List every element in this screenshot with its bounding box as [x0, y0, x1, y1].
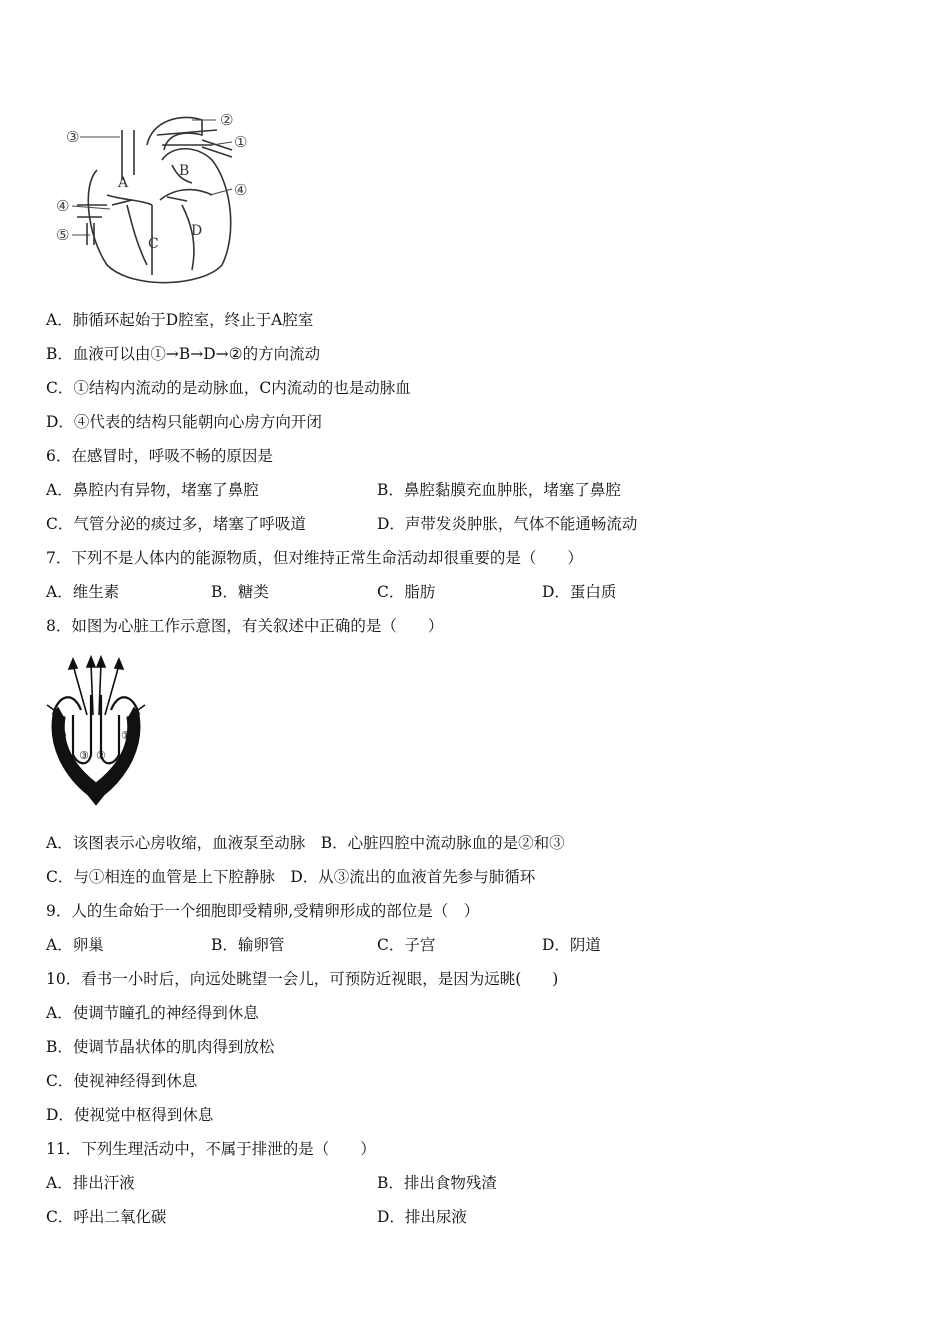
fig2-callout-4: ④	[57, 729, 67, 742]
q11-option-b: B．排出食物残渣	[377, 1174, 497, 1192]
q10-option-c: C．使视神经得到休息	[46, 1072, 198, 1090]
q7-option-a: A．维生素	[46, 583, 120, 601]
callout-2: ②	[220, 111, 234, 129]
q9-stem: 9．人的生命始于一个细胞即受精卵,受精卵形成的部位是（ ）	[46, 902, 480, 920]
callout-4-right: ④	[234, 181, 248, 199]
q6-option-d: D．声带发炎肿胀，气体不能通畅流动	[377, 515, 638, 533]
q5-option-c: C．①结构内流动的是动脉血，C内流动的也是动脉血	[46, 379, 411, 397]
fig2-callout-1: ①	[121, 729, 131, 742]
chamber-label-c: C	[148, 236, 159, 252]
fig2-callout-2: ②	[96, 749, 106, 762]
callout-3: ③	[66, 128, 80, 146]
heart-section-figure	[52, 105, 260, 290]
q11-option-c: C．呼出二氧化碳	[46, 1208, 167, 1226]
chamber-label-a: A	[118, 175, 129, 191]
q9-option-a: A．卵巢	[46, 936, 104, 954]
q10-option-b: B．使调节晶状体的肌肉得到放松	[46, 1038, 275, 1056]
chamber-label-d: D	[191, 223, 203, 239]
q8-options-ab: A．该图表示心房收缩，血液泵至动脉 B．心脏四腔中流动脉血的是②和③	[46, 834, 565, 852]
q11-option-d: D．排出尿液	[377, 1208, 467, 1226]
q6-option-a: A．鼻腔内有异物，堵塞了鼻腔	[46, 481, 259, 499]
q9-option-c: C．子宫	[377, 936, 436, 954]
heart-pumping-figure	[43, 655, 149, 810]
q11-option-a: A．排出汗液	[46, 1174, 135, 1192]
q5-option-d: D．④代表的结构只能朝向心房方向开闭	[46, 413, 322, 431]
q11-stem: 11．下列生理活动中，不属于排泄的是（ ）	[46, 1140, 376, 1158]
q7-option-d: D．蛋白质	[542, 583, 617, 601]
q8-options-cd: C．与①相连的血管是上下腔静脉 D．从③流出的血液首先参与肺循环	[46, 868, 536, 886]
q7-stem: 7．下列不是人体内的能源物质，但对维持正常生命活动却很重要的是（ ）	[46, 549, 583, 567]
q7-option-c: C．脂肪	[377, 583, 436, 601]
q10-stem: 10．看书一小时后，向远处眺望一会儿，可预防近视眼，是因为远眺( )	[46, 970, 559, 988]
q6-stem: 6．在感冒时，呼吸不畅的原因是	[46, 447, 273, 465]
q5-option-b: B．血液可以由①→B→D→②的方向流动	[46, 345, 321, 363]
q5-option-a: A．肺循环起始于D腔室，终止于A腔室	[46, 311, 314, 329]
callout-4-left: ④	[56, 197, 70, 215]
q7-option-b: B．糖类	[211, 583, 269, 601]
q9-option-b: B．输卵管	[211, 936, 285, 954]
q10-option-d: D．使视觉中枢得到休息	[46, 1106, 214, 1124]
callout-5: ⑤	[56, 226, 70, 244]
q8-stem: 8．如图为心脏工作示意图，有关叙述中正确的是（ ）	[46, 617, 444, 635]
q6-option-b: B．鼻腔黏膜充血肿胀，堵塞了鼻腔	[377, 481, 621, 499]
q6-option-c: C．气管分泌的痰过多，堵塞了呼吸道	[46, 515, 306, 533]
chamber-label-b: B	[179, 163, 190, 179]
fig2-callout-3: ③	[79, 749, 89, 762]
q9-option-d: D．阴道	[542, 936, 601, 954]
q10-option-a: A．使调节瞳孔的神经得到休息	[46, 1004, 259, 1022]
callout-1: ①	[234, 133, 248, 151]
